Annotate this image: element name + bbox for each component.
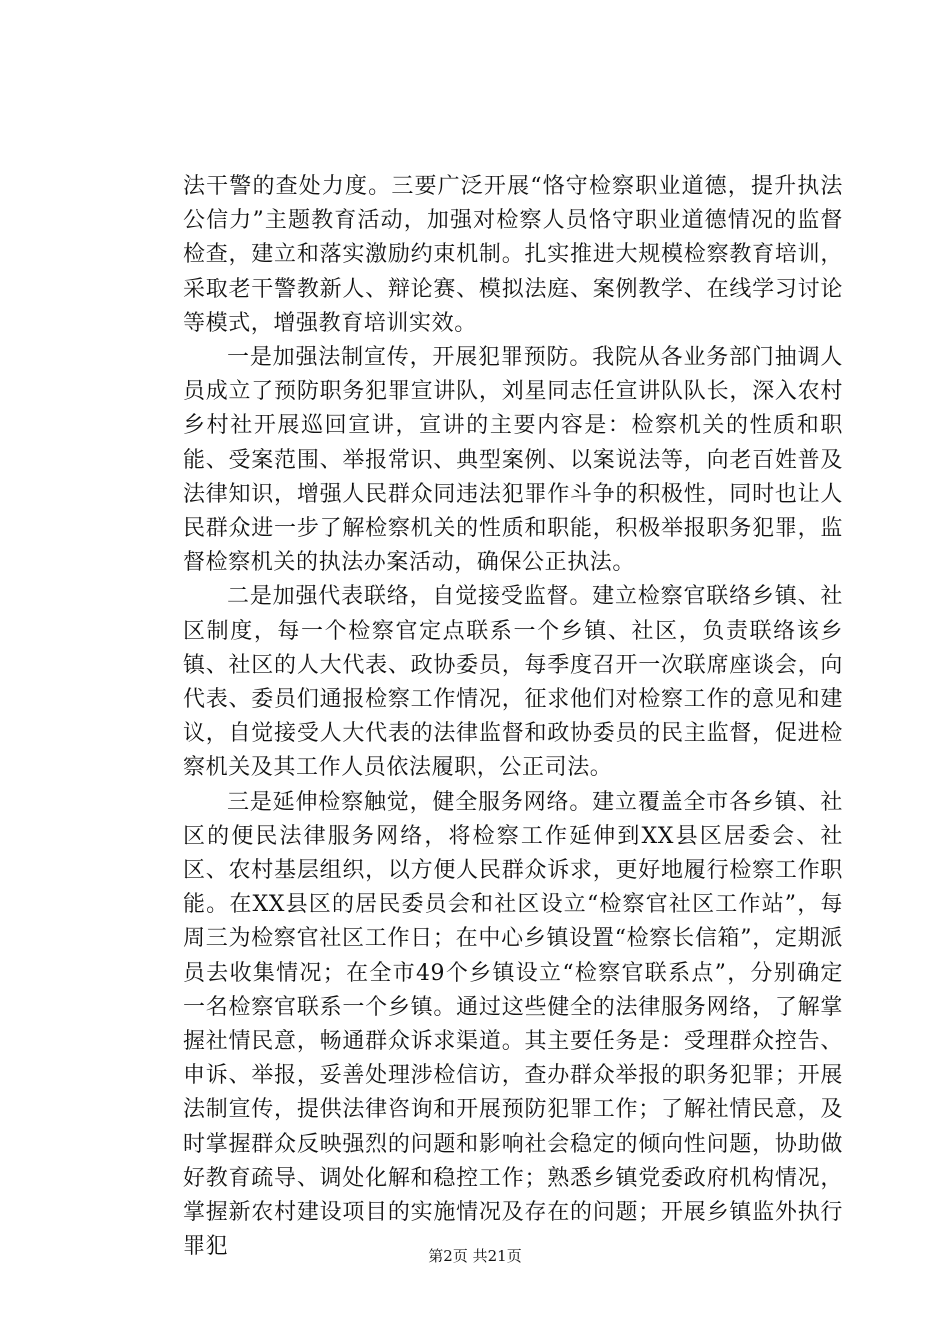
paragraph-legal-publicity: 一是加强法制宣传，开展犯罪预防。我院从各业务部门抽调人员成立了预防职务犯罪宣讲队，刘星同志任宣讲队队长，深入农村乡村社开展巡回宣讲，宣讲的主要内容是：检察机关的性质和职能、受案范围、举报常识、典型案例、以案说法等，向老百姓普及法律知识，增强人民群众同违法犯罪作斗争的积极性，同时也让人民群众进一步了解检察机关的性质和职能，积极举报职务犯罪，监督检察机关的执法办案活动，确保公正执法。 (183, 345, 843, 576)
paragraph-continuation: 法干警的查处力度。三要广泛开展“恪守检察职业道德，提升执法公信力”主题教育活动，加强对检察人员恪守职业道德情况的监督检查，建立和落实激励约束机制。扎实推进大规模检察教育培训，采取老干警教新人、辩论赛、模拟法庭、案例教学、在线学习讨论等模式，增强教育培训实效。 (183, 174, 843, 336)
paragraph-representative-liaison: 二是加强代表联络，自觉接受监督。建立检察官联络乡镇、社区制度，每一个检察官定点联系一个乡镇、社区，负责联络该乡镇、社区的人大代表、政协委员，每季度召开一次联席座谈会，向代表、委员们通报检察工作情况，征求他们对检察工作的意见和建议，自觉接受人大代表的法律监督和政协委员的民主监督，促进检察机关及其工作人员依法履职，公正司法。 (183, 584, 843, 781)
page-number-footer: 第2页 共21页 (428, 1247, 522, 1265)
document-body (183, 170, 843, 1265)
paragraph-service-network: 三是延伸检察触觉，健全服务网络。建立覆盖全市各乡镇、社区的便民法律服务网络，将检察工作延伸到XX县区居委会、社区、农村基层组织，以方便人民群众诉求，更好地履行检察工作职能。在XX县区的居民委员会和社区设立“检察官社区工作站”，每周三为检察官社区工作日；在中心乡镇设置“检察长信箱”，定期派员去收集情况；在全市49个乡镇设立“检察官联系点”，分别确定一名检察官联系一个乡镇。通过这些健全的法律服务网络，了解掌握社情民意，畅通群众诉求渠道。其主要任务是：受理群众控告、申诉、举报，妥善处理涉检信访，查办群众举报的职务犯罪；开展法制宣传，提供法律咨询和开展预防犯罪工作；了解社情民意，及时掌握群众反映强烈的问题和影响社会稳定的倾向性问题，协助做好教育疏导、调处化解和稳控工作；熟悉乡镇党委政府机构情况，掌握新农村建设项目的实施情况及存在的问题；开展乡镇监外执行罪犯 (183, 789, 843, 1260)
